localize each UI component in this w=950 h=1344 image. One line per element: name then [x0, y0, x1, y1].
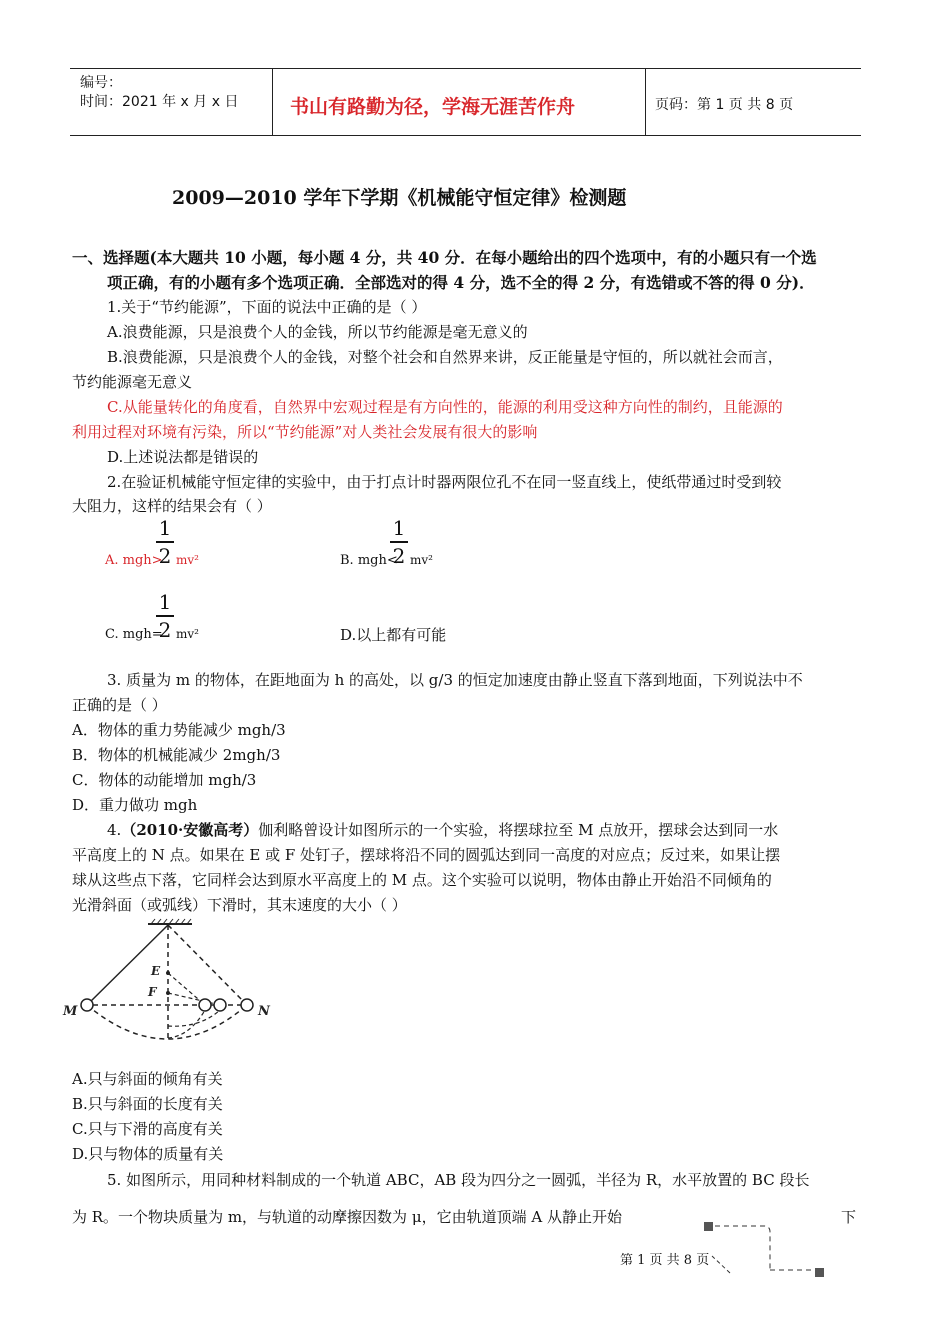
- q3-stem-line1: 3. 质量为 m 的物体，在距地面为 h 的高处，以 g/3 的恒定加速度由静止竖直下落到地面，下列说法中不: [107, 671, 803, 689]
- q1-option-b-line1: B.浪费能源，只是浪费个人的金钱，对整个社会和自然界来讲，反正能量是守恒的，所以就社会而言，: [107, 348, 783, 366]
- q1-option-c-line1: C.从能量转化的角度看，自然界中宏观过程是有方向性的，能源的利用受这种方向性的制约，且能源的: [107, 398, 783, 416]
- f-string: [168, 993, 220, 1005]
- fraction-bar: [390, 541, 408, 543]
- q2-option-b-fraction: [390, 518, 408, 566]
- nail-f: [166, 991, 170, 995]
- fraction-numerator: 1: [158, 516, 172, 540]
- label-m: M: [63, 1004, 78, 1019]
- section-instructions-line2: 项正确，有的小题有多个选项正确．全部选对的得 4 分，选不全的得 2 分，有选错或不答的得 0 分)．: [107, 273, 815, 292]
- nail-e: [166, 971, 170, 975]
- q4-option-a: A.只与斜面的倾角有关: [72, 1070, 223, 1088]
- q5-stem-line1: 5. 如图所示，用同种材料制成的一个轨道 ABC，AB 段为四分之一圆弧，半径为 R，水平放置的 BC 段长: [107, 1171, 810, 1189]
- ball-f: [214, 999, 226, 1011]
- q3-option-b: B．物体的机械能减少 2mgh/3: [72, 746, 281, 764]
- q2-option-a-fraction: [156, 518, 174, 566]
- q4-stem-line1: [107, 819, 778, 840]
- header-bottom-rule: [70, 135, 861, 136]
- header-divider-left: [272, 68, 273, 136]
- dashed-diagonal: [712, 1256, 730, 1273]
- dashed-frame: [715, 1226, 770, 1270]
- pendulum-string-dashed: [168, 925, 247, 1005]
- figure-frame-fragment: [700, 1218, 830, 1280]
- q2-option-b-mv: mv²: [410, 553, 433, 567]
- e-string: [168, 973, 205, 1005]
- q4-option-d: D.只与物体的质量有关: [72, 1145, 224, 1163]
- ball-e: [199, 999, 211, 1011]
- q4-stem-line4: 光滑斜面（或弧线）下滑时，其末速度的大小（ ）: [72, 896, 407, 914]
- fraction-denominator: 2: [158, 543, 172, 568]
- q3-option-a: A．物体的重力势能减少 mgh/3: [72, 721, 286, 739]
- q5-stem-line2: 为 R。一个物块质量为 m，与轨道的动摩擦因数为 μ，它由轨道顶端 A 从静止开始: [72, 1208, 622, 1226]
- header-motto: 书山有路勤为径，学海无涯苦作舟: [290, 96, 576, 118]
- page-title: 2009—2010 学年下学期《机械能守恒定律》检测题: [172, 187, 627, 209]
- header-divider-right: [645, 68, 646, 136]
- q2-option-c-label: C. mgh=: [105, 627, 163, 642]
- q2-option-a-label: A. mgh>: [105, 553, 163, 568]
- fraction-numerator: 1: [392, 516, 406, 540]
- fraction-bar: [156, 541, 174, 543]
- header-number-label: 编号：: [80, 75, 122, 91]
- q4-number: 4.: [107, 821, 122, 839]
- section-instructions-line1: 一、选择题(本大题共 10 小题，每小题 4 分，共 40 分．在每小题给出的四个选项中，有的小题只有一个选: [72, 248, 817, 267]
- q2-option-d: D.以上都有可能: [340, 626, 447, 644]
- q2-option-a-mv: mv²: [176, 553, 199, 567]
- q2-stem-line2: 大阻力，这样的结果会有（ ）: [72, 497, 272, 515]
- page-footer: 第 1 页 共 8 页: [620, 1253, 710, 1268]
- pendulum-figure: [55, 918, 285, 1058]
- fraction-numerator: 1: [158, 590, 172, 614]
- q4-source: （2010·安徽高考）: [121, 821, 259, 839]
- q3-option-c: C．物体的动能增加 mgh/3: [72, 771, 257, 789]
- q5-stem-line2-end: 下: [841, 1208, 857, 1226]
- q4-option-b: B.只与斜面的长度有关: [72, 1095, 223, 1113]
- q1-option-a: A.浪费能源，只是浪费个人的金钱，所以节约能源是毫无意义的: [107, 323, 528, 341]
- q4-stem-line3: 球从这些点下落，它同样会达到原水平高度上的 M 点。这个实验可以说明，物体由静止开始沿不同倾角的: [72, 871, 772, 889]
- corner-handle: [704, 1222, 713, 1231]
- q2-option-b-label: B. mgh<: [340, 553, 398, 568]
- q2-option-c-fraction: [156, 592, 174, 640]
- fraction-bar: [156, 615, 174, 617]
- q4-stem-line2: 平高度上的 N 点。如果在 E 或 F 处钉子，摆球将沿不同的圆弧达到同一高度的对应点；反过来，如果让摆: [72, 846, 781, 864]
- q3-stem-line2: 正确的是（ ）: [72, 696, 167, 714]
- f-arc: [168, 1010, 220, 1026]
- ball-m: [81, 999, 93, 1011]
- label-f: F: [148, 985, 157, 999]
- q1-option-d: D.上述说法都是错误的: [107, 448, 259, 466]
- q4-option-c: C.只与下滑的高度有关: [72, 1120, 223, 1138]
- fraction-denominator: 2: [392, 543, 406, 568]
- header-time-label: 时间：2021 年 x 月 x 日: [80, 94, 239, 110]
- label-n: N: [258, 1004, 270, 1019]
- q4-line1-text: 伽利略曾设计如图所示的一个实验，将摆球拉至 M 点放开，摆球会达到同一水: [258, 821, 779, 839]
- label-e: E: [151, 964, 161, 978]
- q1-stem: 1.关于“节约能源”，下面的说法中正确的是（ ）: [107, 298, 427, 316]
- q3-option-d: D．重力做功 mgh: [72, 796, 198, 814]
- q1-option-c-line2: 利用过程对环境有污染，所以“节约能源”对人类社会发展有很大的影响: [72, 423, 538, 441]
- q2-stem-line1: 2.在验证机械能守恒定律的实验中，由于打点计时器两限位孔不在同一竖直线上，使纸带通过时受到较: [107, 473, 782, 491]
- header-page-info: 页码：第 1 页 共 8 页: [655, 97, 794, 113]
- ball-n: [241, 999, 253, 1011]
- header-top-rule: [70, 68, 861, 69]
- q1-option-b-line2: 节约能源毫无意义: [72, 373, 193, 391]
- q2-option-c-mv: mv²: [176, 627, 199, 641]
- corner-handle: [815, 1268, 824, 1277]
- fraction-denominator: 2: [158, 617, 172, 642]
